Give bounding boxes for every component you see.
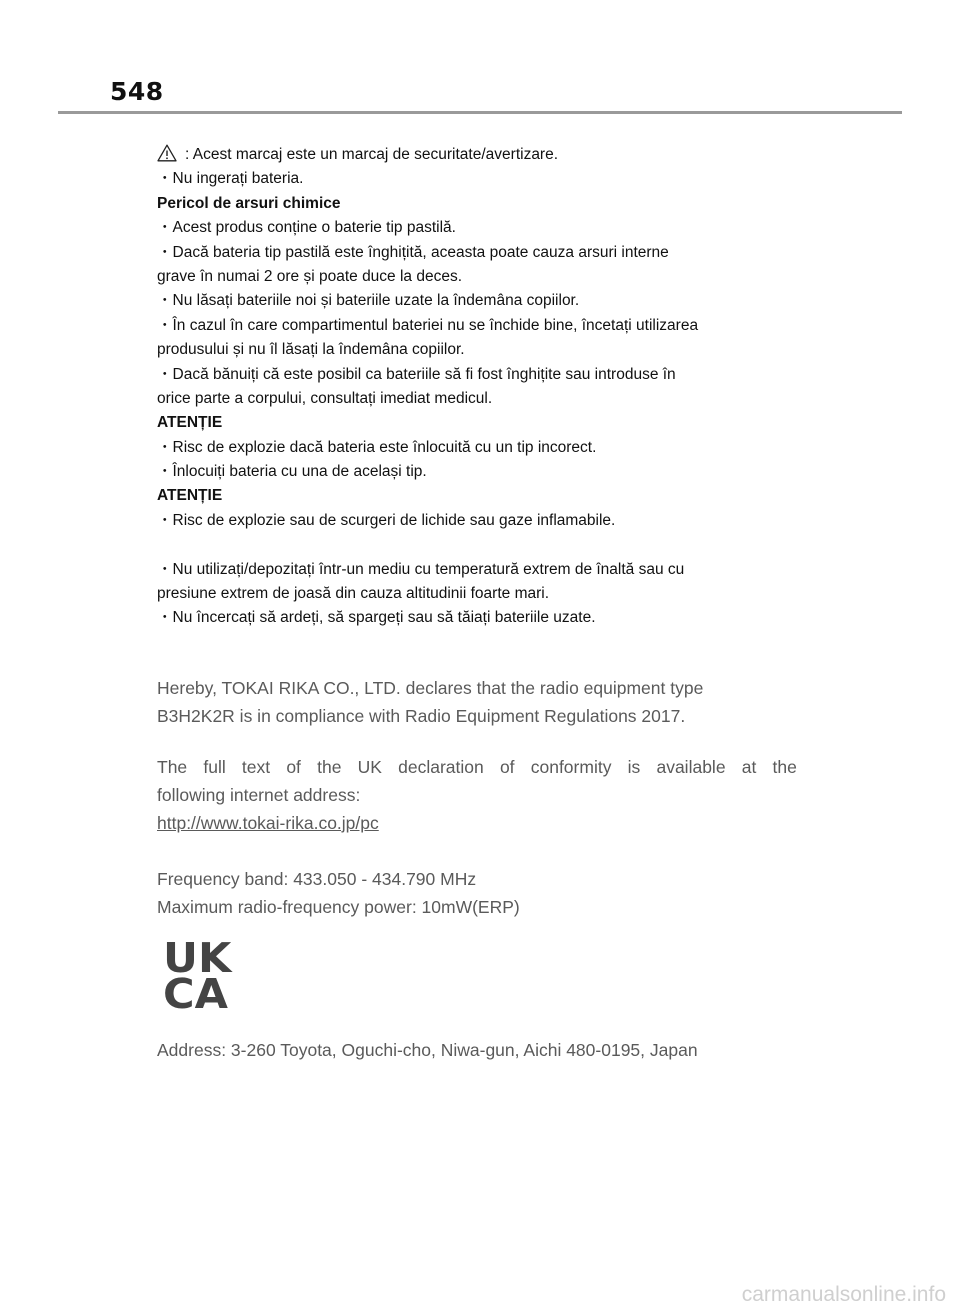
declaration-line-3 [157, 753, 797, 781]
warning-line: ・Acest produs conține o baterie tip pastilă. [157, 219, 456, 237]
uk-declaration-section [157, 674, 797, 921]
warning-intro-text: : Acest marcaj este un marcaj de securitate/avertizare. [185, 146, 559, 163]
word: UK [357, 757, 382, 777]
site-watermark: carmanualsonline.info [741, 1283, 946, 1306]
declaration-url-link[interactable]: http://www.tokai-rika.co.jp/pc [157, 813, 379, 833]
word: of [499, 757, 515, 777]
word: text [241, 757, 271, 777]
warning-line: ・Nu încercați să ardeți, să spargeți sau să tăiați bateriile uzate. [157, 609, 596, 627]
word: The [157, 757, 188, 777]
ukca-mark-top: UK [163, 934, 232, 982]
manufacturer-address: Address: 3-260 Toyota, Oguchi-cho, Niwa-gun, Aichi 480-0195, Japan [157, 1040, 698, 1060]
warning-line: produsului și nu îl lăsați la îndemâna copiilor. [157, 341, 465, 359]
warning-line: ・În cazul în care compartimentul bateriei nu se închide bine, încetați utilizarea [157, 316, 699, 334]
frequency-band-line: Frequency band: 433.050 - 434.790 MHz [157, 869, 477, 889]
word: at [741, 757, 757, 777]
ukca-mark-logo [163, 934, 238, 1018]
warning-line: ・Risc de explozie sau de scurgeri de lichide sau gaze inflamabile. [157, 511, 616, 529]
warning-triangle-icon [157, 144, 177, 162]
word: available [656, 757, 726, 777]
word: full [203, 757, 226, 777]
warning-line: ・Dacă bateria tip pastilă este înghițită, aceasta poate cauza arsuri interne [157, 243, 669, 261]
warning-line: ・Nu ingerați bateria. [157, 170, 304, 188]
max-power-line: Maximum radio-frequency power: 10mW(ERP) [157, 897, 520, 917]
warning-intro-line [157, 143, 797, 167]
warning-line: ・Nu lăsați bateriile noi și bateriile uzate la îndemâna copiilor. [157, 292, 580, 310]
caution-heading: ATENȚIE [157, 414, 223, 432]
word: of [286, 757, 301, 777]
caution-heading: ATENȚIE [157, 487, 223, 505]
battery-warning-section [157, 143, 797, 631]
declaration-line-2: B3H2K2R is in compliance with Radio Equipment Regulations 2017. [157, 706, 686, 726]
ukca-mark-bottom: CA [163, 970, 228, 1018]
declaration-line-1: Hereby, TOKAI RIKA CO., LTD. declares that the radio equipment type [157, 678, 704, 698]
warning-line: grave în numai 2 ore și poate duce la deces. [157, 267, 463, 285]
declaration-link-line [157, 809, 797, 837]
word: the [772, 757, 797, 777]
page-number: 548 [110, 77, 164, 106]
word: the [317, 757, 342, 777]
warning-line: orice parte a corpului, consultați imediat medicul. [157, 389, 493, 407]
blank-line [157, 533, 797, 557]
warning-heading: Pericol de arsuri chimice [157, 194, 341, 212]
word: is [627, 757, 641, 777]
warning-line: presiune extrem de joasă din cauza altitudinii foarte mari. [157, 585, 550, 603]
warning-line: ・Înlocuiți bateria cu una de același tip. [157, 463, 427, 481]
word: conformity [530, 757, 612, 777]
warning-line: ・Dacă bănuiți că este posibil ca bateriile să fi fost înghițite sau introduse în [157, 365, 676, 383]
header-divider [58, 111, 902, 114]
word: declaration [398, 757, 484, 777]
warning-line: ・Risc de explozie dacă bateria este înlocuită cu un tip incorect. [157, 438, 597, 456]
warning-line: ・Nu utilizați/depozitați într-un mediu cu temperatură extrem de înaltă sau cu [157, 560, 685, 578]
declaration-line-4: following internet address: [157, 785, 361, 805]
